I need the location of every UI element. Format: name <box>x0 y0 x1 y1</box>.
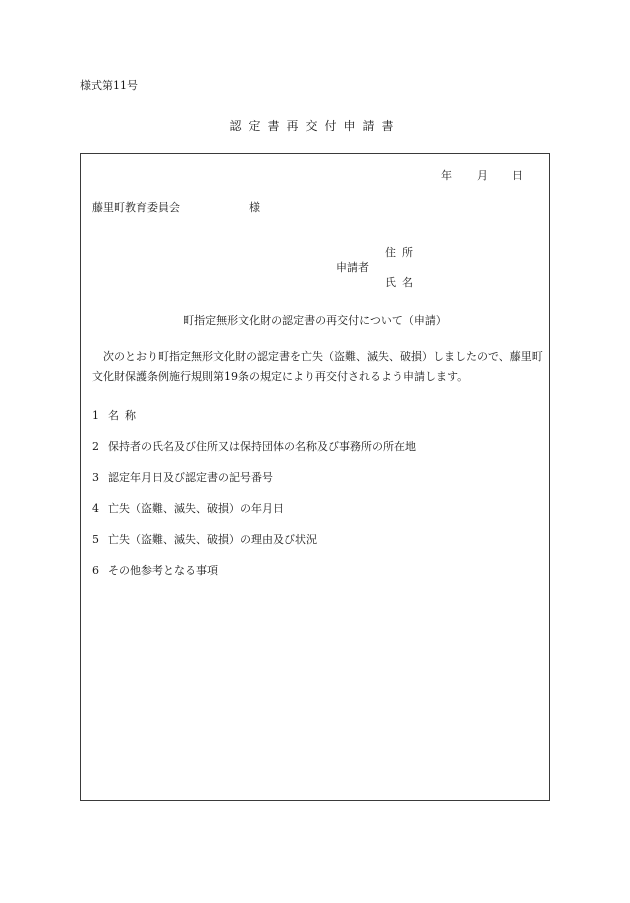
date-year-label: 年 <box>441 169 452 182</box>
item-number: 6 <box>92 564 99 577</box>
document-title: 認定書再交付申請書 <box>229 119 401 133</box>
item-number: 3 <box>92 471 99 484</box>
list-item <box>92 564 218 578</box>
form-number: 様式第11号 <box>80 79 138 92</box>
date-day-label: 日 <box>512 169 523 182</box>
list-item <box>92 409 142 423</box>
item-text: 名称 <box>108 409 142 422</box>
item-text: 亡失（盗難、滅失、破損）の理由及び状況 <box>108 533 317 546</box>
list-item <box>92 502 284 516</box>
list-item <box>92 440 416 454</box>
item-text: 認定年月日及び認定書の記号番号 <box>108 471 273 484</box>
item-number: 1 <box>92 409 99 422</box>
item-text: 亡失（盗難、滅失、破損）の年月日 <box>108 502 284 515</box>
addressee: 藤里町教育委員会 <box>92 201 180 214</box>
addressee-honorific: 様 <box>249 201 260 214</box>
item-number: 4 <box>92 502 99 515</box>
application-form-frame <box>80 153 550 801</box>
applicant-label: 申請者 <box>336 261 369 274</box>
item-text: その他参考となる事項 <box>108 564 218 577</box>
application-body-text: 次のとおり町指定無形文化財の認定書を亡失（盗難、滅失、破損）しましたので、藤里町文化財保護条例施行規則第19条の規定により再交付されるよう申請します。 <box>92 350 543 383</box>
list-item <box>92 471 273 485</box>
applicant-name-label: 氏名 <box>385 276 419 289</box>
item-number: 5 <box>92 533 99 546</box>
date-month-label: 月 <box>477 169 488 182</box>
list-item <box>92 533 317 547</box>
applicant-address-label: 住所 <box>385 246 419 259</box>
item-number: 2 <box>92 440 99 453</box>
application-subject: 町指定無形文化財の認定書の再交付について（申請） <box>183 314 447 327</box>
item-text: 保持者の氏名及び住所又は保持団体の名称及び事務所の所在地 <box>108 440 416 453</box>
